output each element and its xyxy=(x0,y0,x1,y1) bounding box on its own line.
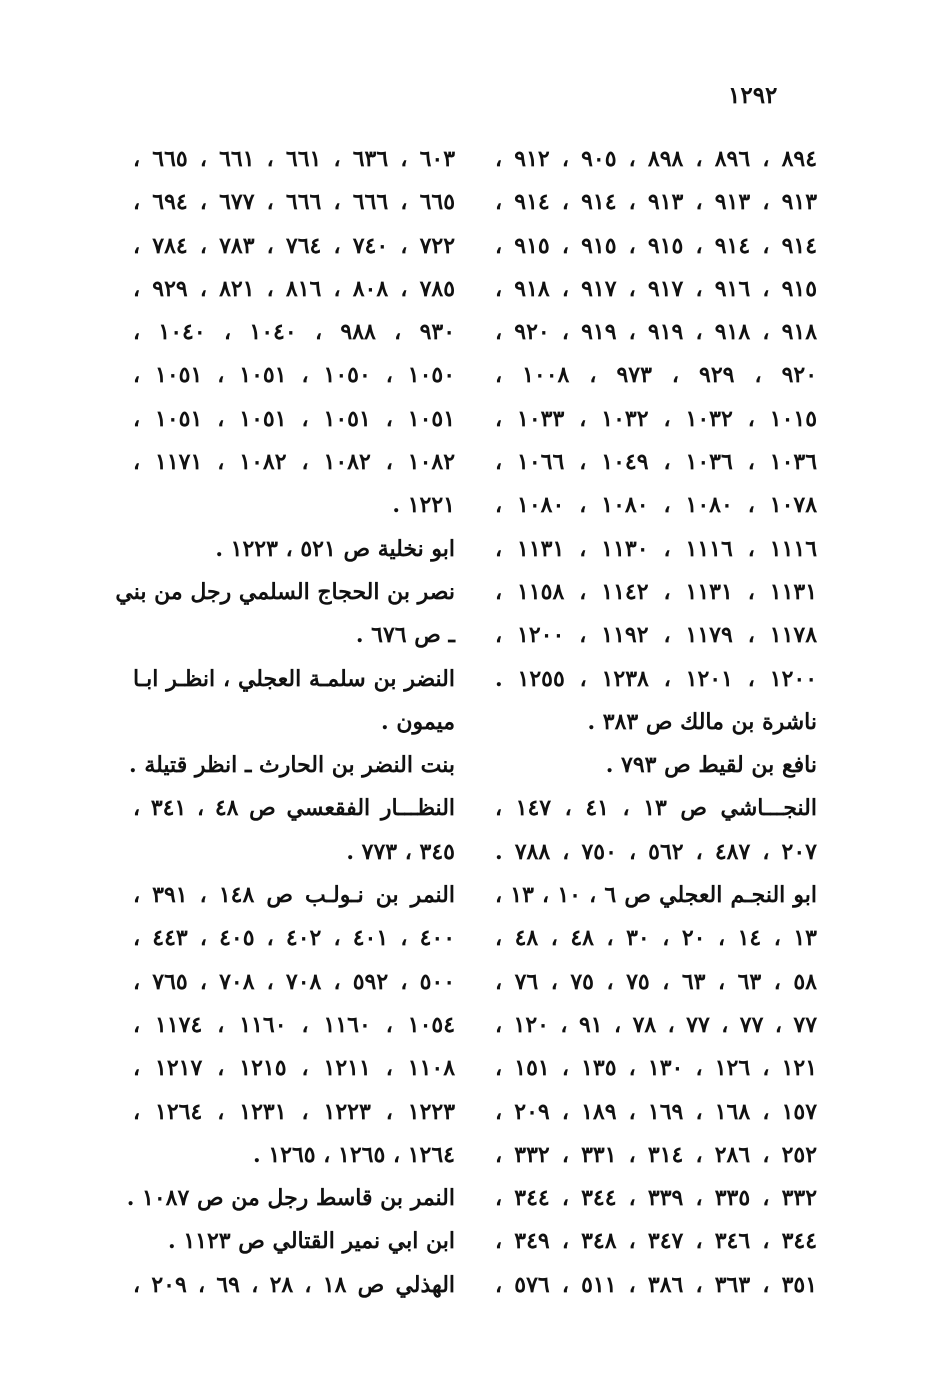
index-line: ٣٤٤ ، ٣٤٦ ، ٣٤٧ ، ٣٤٨ ، ٣٤٩ ، xyxy=(495,1228,818,1255)
index-line: نافع بن لقيط ص ٧٩٣ . xyxy=(605,752,817,779)
index-line: الهذلي ص ١٨ ، ٢٨ ، ٦٩ ، ٢٠٩ ، xyxy=(133,1271,456,1298)
index-line: ٨٩٤ ، ٨٩٦ ، ٨٩٨ ، ٩٠٥ ، ٩١٢ ، xyxy=(495,146,818,172)
index-line: ١٢١ ، ١٢٦ ، ١٣٠ ، ١٣٥ ، ١٥١ ، xyxy=(495,1055,818,1082)
index-line: ٧٨٥ ، ٨٠٨ ، ٨١٦ ، ٨٢١ ، ٩٢٩ ، xyxy=(133,275,456,302)
index-column-left xyxy=(115,138,456,1307)
index-line: ١٥٧ ، ١٦٨ ، ١٦٩ ، ١٨٩ ، ٢٠٩ ، xyxy=(495,1098,818,1125)
index-line: ١٣ ، ١٤ ، ٢٠ ، ٣٠ ، ٤٨ ، ٤٨ ، xyxy=(495,925,817,952)
index-line: ابن ابي نمير القتالي ص ١١٢٣ . xyxy=(168,1228,455,1255)
index-line: ٥٨ ، ٦٣ ، ٦٣ ، ٧٥ ، ٧٥ ، ٧٦ ، xyxy=(495,968,817,995)
index-line: ٦٦٥ ، ٦٦٦ ، ٦٦٦ ، ٦٧٧ ، ٦٩٤ ، xyxy=(133,189,456,216)
index-line: النمر بن قاسط رجل من ص ١٠٨٧ . xyxy=(126,1185,455,1212)
index-line: ١١٠٨ ، ١٢١١ ، ١٢١٥ ، ١٢١٧ ، xyxy=(133,1055,456,1082)
index-line: ـ ص ٦٧٦ . xyxy=(355,622,455,649)
index-line: النظـــار الفقعسي ص ٤٨ ، ٣٤١ ، xyxy=(133,795,456,822)
index-line: ٩١٣ ، ٩١٣ ، ٩١٣ ، ٩١٤ ، ٩١٤ ، xyxy=(495,189,818,216)
page-number: ١٢٩٢ xyxy=(728,82,778,109)
index-line: ١٢٢٣ ، ١٢٢٣ ، ١٢٣١ ، ١٢٦٤ ، xyxy=(133,1098,456,1125)
index-line: ٣٥١ ، ٣٦٣ ، ٣٨٦ ، ٥١١ ، ٥٧٦ ، xyxy=(495,1271,818,1298)
index-line: النجـــاشي ص ١٣ ، ٤١ ، ١٤٧ ، xyxy=(495,795,817,822)
index-line: ١٢٢١ . xyxy=(392,492,455,519)
index-line: ابو النجـم العجلي ص ٦ ، ١٠ ، ١٣ ، xyxy=(495,882,818,909)
index-line: ٦٠٣ ، ٦٣٦ ، ٦٦١ ، ٦٦١ ، ٦٦٥ ، xyxy=(133,146,456,172)
index-line: النضر بن سلمـة العجلي ، انظـر ابـا xyxy=(133,665,455,692)
index-line: ٢٠٧ ، ٤٨٧ ، ٥٦٢ ، ٧٥٠ ، ٧٨٨ . xyxy=(495,838,817,865)
index-line: ٩٢٠ ، ٩٢٩ ، ٩٧٣ ، ١٠٠٨ ، xyxy=(495,362,818,389)
index-line: ٧٢٢ ، ٧٤٠ ، ٧٦٤ ، ٧٨٣ ، ٧٨٤ ، xyxy=(133,232,456,259)
index-line: النمر بن نـولـب ص ١٤٨ ، ٣٩١ ، xyxy=(133,882,455,909)
index-line: ١٠٥١ ، ١٠٥١ ، ١٠٥١ ، ١٠٥١ ، xyxy=(133,405,456,432)
index-line: ٥٠٠ ، ٥٩٢ ، ٧٠٨ ، ٧٠٨ ، ٧٦٥ ، xyxy=(133,968,456,995)
index-line: ١١٣١ ، ١١٣١ ، ١١٤٢ ، ١١٥٨ ، xyxy=(495,578,818,605)
index-line: ٩١٤ ، ٩١٤ ، ٩١٥ ، ٩١٥ ، ٩١٥ ، xyxy=(495,232,818,259)
index-line: ١٠٥٠ ، ١٠٥٠ ، ١٠٥١ ، ١٠٥١ ، xyxy=(133,362,456,389)
index-line: ٣٣٢ ، ٣٣٥ ، ٣٣٩ ، ٣٤٤ ، ٣٤٤ ، xyxy=(495,1185,818,1212)
index-column-right xyxy=(495,138,817,1307)
index-line: ١١٧٨ ، ١١٧٩ ، ١١٩٢ ، ١٢٠٠ ، xyxy=(495,622,818,649)
index-line: بنت النضر بن الحارث ـ انظر قتيلة . xyxy=(129,752,455,779)
index-line: ١٠٣٦ ، ١٠٣٦ ، ١٠٤٩ ، ١٠٦٦ ، xyxy=(495,449,818,476)
index-line: ١٠١٥ ، ١٠٣٢ ، ١٠٣٢ ، ١٠٣٣ ، xyxy=(495,405,818,432)
index-line: ٩٣٠ ، ٩٨٨ ، ١٠٤٠ ، ١٠٤٠ ، xyxy=(133,319,456,346)
index-line: ١٠٨٢ ، ١٠٨٢ ، ١٠٨٢ ، ١١٧١ ، xyxy=(133,449,456,476)
index-line: نصر بن الحجاج السلمي رجل من بني xyxy=(115,578,455,605)
index-line: ٩١٨ ، ٩١٨ ، ٩١٩ ، ٩١٩ ، ٩٢٠ ، xyxy=(495,319,818,346)
index-line: ناشرة بن مالك ص ٣٨٣ . xyxy=(587,708,817,735)
index-line: ١٠٥٤ ، ١١٦٠ ، ١١٦٠ ، ١١٧٤ ، xyxy=(133,1011,456,1038)
index-line: ٣٤٥ ، ٧٧٣ . xyxy=(346,838,455,865)
index-line: ٩١٥ ، ٩١٦ ، ٩١٧ ، ٩١٧ ، ٩١٨ ، xyxy=(495,275,818,302)
index-line: ١١١٦ ، ١١١٦ ، ١١٣٠ ، ١١٣١ ، xyxy=(495,535,818,562)
index-line: ١٠٧٨ ، ١٠٨٠ ، ١٠٨٠ ، ١٠٨٠ ، xyxy=(495,492,818,519)
index-line: ٢٥٢ ، ٢٨٦ ، ٣١٤ ، ٣٣١ ، ٣٣٢ ، xyxy=(495,1141,818,1168)
index-line: ١٢٠٠ ، ١٢٠١ ، ١٢٣٨ ، ١٢٥٥ . xyxy=(495,665,818,692)
index-line: ابو نخلية ص ٥٢١ ، ١٢٢٣ . xyxy=(215,535,455,562)
index-line: ٤٠٠ ، ٤٠١ ، ٤٠٢ ، ٤٠٥ ، ٤٤٣ ، xyxy=(133,925,456,952)
index-line: ١٢٦٤ ، ١٢٦٥ ، ١٢٦٥ . xyxy=(253,1141,455,1168)
index-line: ٧٧ ، ٧٧ ، ٧٧ ، ٧٨ ، ٩١ ، ١٢٠ ، xyxy=(495,1011,818,1038)
index-line: ميمون . xyxy=(381,708,455,735)
